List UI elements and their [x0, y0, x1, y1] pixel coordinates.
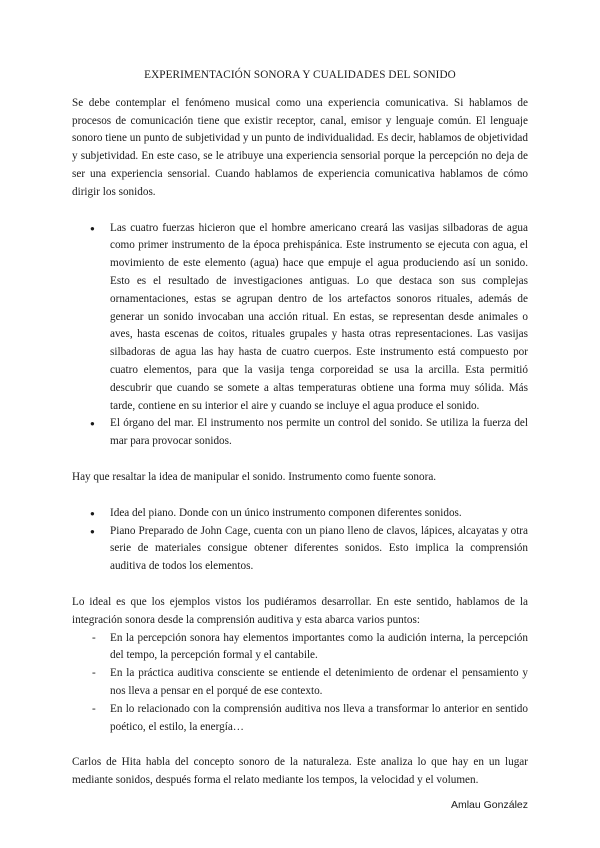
paragraph: Lo ideal es que los ejemplos vistos los pudiéramos desarrollar. En este sentido, hablamos de la integración sonora desde la comprensión auditiva y esta abarca varios puntos:: [72, 595, 528, 626]
piano-list: [72, 505, 528, 576]
list-item: ● Idea del piano. Donde con un único instrumento componen diferentes sonidos.: [72, 505, 528, 523]
auditory-points-list: [72, 630, 528, 737]
list-item: ● Las cuatro fuerzas hicieron que el hombre americano creará las vasijas silbadoras de agua como primer instrumento de la época prehispánica. Este instrumento se ejecuta con agua, el movimiento de este elemento (agua) hace que empuje el agua produciendo así un sonido. Esto es el resultado de investigaciones antiguas. Lo que destaca son sus complejas ornamentaciones, estas se agrupan dentro de los artefactos sonoros rituales, además de generar un sonido invocaban una acción ritual. En estas, se representan desde animales o aves, hasta escenas de coitos, rituales grupales y hasta otras representaciones. Las vasijas silbadoras de agua las hay hasta de cuatro cuerpos. Este instrumento está compuesto por cuatro elementos, para que la vasija tenga corporeidad se usa la arcilla. Esta permitió descubrir que cuando se somete a altas temperaturas obtiene una forma muy sólida. Más tarde, contiene en su interior el aire y cuando se incluye el agua produce el sonido.: [72, 220, 528, 416]
paragraph: Hay que resaltar la idea de manipular el sonido. Instrumento como fuente sonora.: [72, 470, 437, 483]
list-item: ● Piano Preparado de John Cage, cuenta con un piano lleno de clavos, lápices, alcayatas y otra serie de materiales consigue obtener diferentes sonidos. Esto implica la comprensión auditiva de todos los elementos.: [72, 523, 528, 576]
intro-paragraph: Se debe contemplar el fenómeno musical como una experiencia comunicativa. Si hablamos de procesos de comunicación tiene que existir receptor, canal, emisor y lenguaje común. El lenguaje sonoro tiene un punto de subjetividad y un punto de individualidad. Es decir, hablamos de objetividad y subjetividad. En este caso, se le atribuye una experiencia sensorial porque la percepción no deja de ser una experiencia sensorial. Cuando hablamos de experiencia comunicativa hablamos de cómo dirigir los sonidos.: [72, 96, 528, 198]
list-item: - En lo relacionado con la comprensión auditiva nos lleva a transformar lo anterior en sentido poético, el estilo, la energía…: [72, 701, 528, 737]
list-item: - En la práctica auditiva consciente se entiende el detenimiento de ordenar el pensamiento y nos lleva a pensar en el porqué de ese contexto.: [72, 665, 528, 701]
instruments-list: [72, 220, 528, 451]
author-signature: Amlau González: [450, 799, 528, 811]
list-item: ● El órgano del mar. El instrumento nos permite un control del sonido. Se utiliza la fuerza del mar para provocar sonidos.: [72, 415, 528, 451]
list-item: - En la percepción sonora hay elementos importantes como la audición interna, la percepción del tempo, la percepción formal y el cantabile.: [72, 630, 528, 666]
paragraph: Carlos de Hita habla del concepto sonoro de la naturaleza. Este analiza lo que hay en un lugar mediante sonidos, después forma el relato mediante los tempos, la velocidad y el volumen.: [72, 756, 528, 787]
document-title: EXPERIMENTACIÓN SONORA Y CUALIDADES DEL SONIDO: [144, 69, 456, 81]
